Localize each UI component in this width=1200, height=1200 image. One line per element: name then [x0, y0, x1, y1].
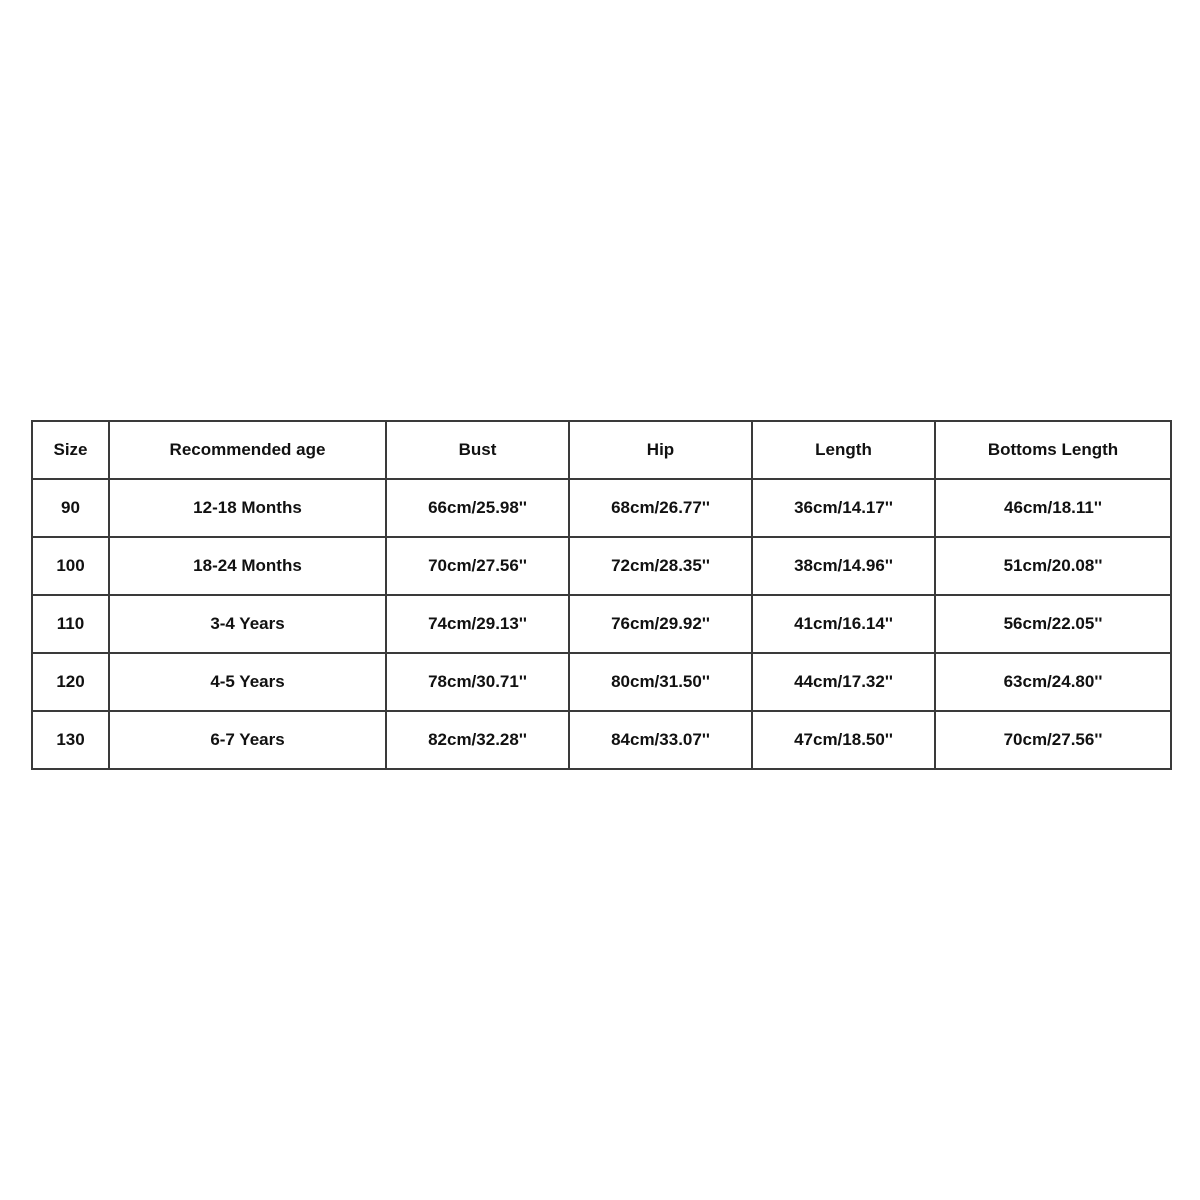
cell-recommended-age: 4-5 Years	[109, 653, 386, 711]
cell-length: 47cm/18.50''	[752, 711, 935, 769]
header-bottoms-length: Bottoms Length	[935, 421, 1171, 479]
header-recommended-age: Recommended age	[109, 421, 386, 479]
size-chart-table	[31, 420, 1172, 770]
cell-bottoms-length: 70cm/27.56''	[935, 711, 1171, 769]
cell-size: 100	[32, 537, 109, 595]
cell-hip: 72cm/28.35''	[569, 537, 752, 595]
cell-hip: 76cm/29.92''	[569, 595, 752, 653]
cell-recommended-age: 3-4 Years	[109, 595, 386, 653]
cell-length: 38cm/14.96''	[752, 537, 935, 595]
cell-hip: 84cm/33.07''	[569, 711, 752, 769]
cell-bottoms-length: 46cm/18.11''	[935, 479, 1171, 537]
cell-size: 130	[32, 711, 109, 769]
cell-bottoms-length: 63cm/24.80''	[935, 653, 1171, 711]
table-header-row	[32, 421, 1171, 479]
table-row	[32, 595, 1171, 653]
cell-length: 36cm/14.17''	[752, 479, 935, 537]
cell-length: 41cm/16.14''	[752, 595, 935, 653]
header-size: Size	[32, 421, 109, 479]
cell-bust: 74cm/29.13''	[386, 595, 569, 653]
cell-size: 110	[32, 595, 109, 653]
header-hip: Hip	[569, 421, 752, 479]
cell-length: 44cm/17.32''	[752, 653, 935, 711]
cell-bottoms-length: 56cm/22.05''	[935, 595, 1171, 653]
cell-hip: 80cm/31.50''	[569, 653, 752, 711]
cell-bust: 70cm/27.56''	[386, 537, 569, 595]
cell-bust: 66cm/25.98''	[386, 479, 569, 537]
cell-bottoms-length: 51cm/20.08''	[935, 537, 1171, 595]
table-row	[32, 537, 1171, 595]
cell-recommended-age: 12-18 Months	[109, 479, 386, 537]
table-row	[32, 653, 1171, 711]
cell-size: 90	[32, 479, 109, 537]
cell-bust: 78cm/30.71''	[386, 653, 569, 711]
cell-hip: 68cm/26.77''	[569, 479, 752, 537]
header-bust: Bust	[386, 421, 569, 479]
cell-recommended-age: 18-24 Months	[109, 537, 386, 595]
header-length: Length	[752, 421, 935, 479]
cell-size: 120	[32, 653, 109, 711]
table-row	[32, 711, 1171, 769]
cell-recommended-age: 6-7 Years	[109, 711, 386, 769]
cell-bust: 82cm/32.28''	[386, 711, 569, 769]
table-row	[32, 479, 1171, 537]
